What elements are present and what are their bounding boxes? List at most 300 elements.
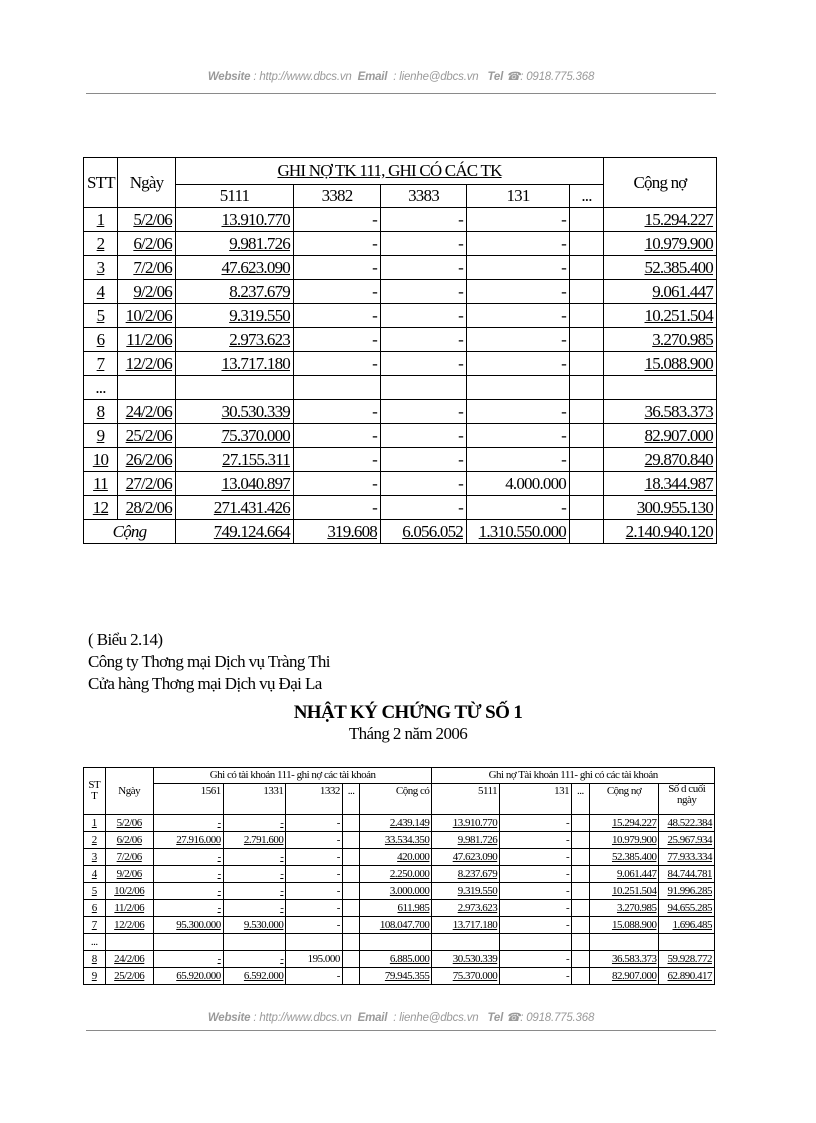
tel-label: Tel xyxy=(487,71,504,83)
email-label: Email xyxy=(357,1012,388,1024)
table-row xyxy=(84,232,717,256)
cell-stt: 7 xyxy=(84,352,118,376)
cell-a5111: 47.623.090 xyxy=(176,256,294,280)
cell-date: 25/2/06 xyxy=(105,968,153,985)
cell-c1332: - xyxy=(286,917,343,934)
cell-dx xyxy=(572,815,589,832)
cell-total: 15.294.227 xyxy=(604,208,717,232)
cell-total: 15.088.900 xyxy=(604,352,717,376)
cell-other xyxy=(570,448,604,472)
cell-stt: 3 xyxy=(84,849,106,866)
cell-c1332: - xyxy=(286,883,343,900)
cell-c1561: 95.300.000 xyxy=(153,917,223,934)
cell-d131 xyxy=(500,934,572,951)
cell-d131: - xyxy=(500,849,572,866)
cell-other xyxy=(570,232,604,256)
cell-cx xyxy=(342,934,359,951)
cell-other xyxy=(570,424,604,448)
company-name: Công ty Thơng mại Dịch vụ Tràng Thi xyxy=(88,652,330,671)
cell-dx xyxy=(572,951,589,968)
cell-c1561: - xyxy=(153,849,223,866)
cell-cx xyxy=(342,815,359,832)
cell-total: 18.344.987 xyxy=(604,472,717,496)
col-debit-total: Cộng nợ xyxy=(589,784,659,815)
cell-cx xyxy=(342,900,359,917)
col-account: 3383 xyxy=(381,185,467,208)
cell-bal: 48.522.384 xyxy=(659,815,715,832)
cell-c1332: - xyxy=(286,832,343,849)
cell-a131: 4.000.000 xyxy=(467,472,570,496)
table-row xyxy=(84,304,717,328)
table-row xyxy=(84,280,717,304)
cell-a3383: - xyxy=(381,424,467,448)
cell-c1332: - xyxy=(286,866,343,883)
cell-stt: 1 xyxy=(84,208,118,232)
cell-c1331: - xyxy=(223,849,286,866)
table-row xyxy=(84,472,717,496)
table-row xyxy=(84,376,717,400)
cell-stt: 11 xyxy=(84,472,118,496)
cell-dx xyxy=(572,900,589,917)
cell-stt: 4 xyxy=(84,280,118,304)
cell-a3382: - xyxy=(294,448,381,472)
company-info xyxy=(88,629,330,695)
cell-c1561: 27.916.000 xyxy=(153,832,223,849)
cell-a3382: - xyxy=(294,400,381,424)
cell-ctot: 6.885.000 xyxy=(360,951,432,968)
cell-a3383: - xyxy=(381,232,467,256)
cell-c1561: - xyxy=(153,883,223,900)
cell-stt: 3 xyxy=(84,256,118,280)
cell-dx xyxy=(572,866,589,883)
cell-ctot: 2.250.000 xyxy=(360,866,432,883)
email-value[interactable]: : lienhe@dbcs.vn xyxy=(393,71,479,83)
col-credit-account: 1331 xyxy=(223,784,286,815)
cell-c1561 xyxy=(153,934,223,951)
cell-a5111: 9.319.550 xyxy=(176,304,294,328)
cell-a5111: 13.717.180 xyxy=(176,352,294,376)
cell-stt: 2 xyxy=(84,832,106,849)
table-row xyxy=(84,866,715,883)
cell-dtot: 10.979.900 xyxy=(589,832,659,849)
cell-c1561: 65.920.000 xyxy=(153,968,223,985)
table-row xyxy=(84,849,715,866)
cell-a3382: - xyxy=(294,328,381,352)
ledger-table xyxy=(83,157,717,544)
table-row xyxy=(84,951,715,968)
group-credit: Ghi có tài khoản 111- ghi nợ các tài khoản xyxy=(153,768,432,784)
col-account: 131 xyxy=(467,185,570,208)
cell-date: 25/2/06 xyxy=(118,424,176,448)
cell-d5111: 30.530.339 xyxy=(432,951,500,968)
cell-a3383: - xyxy=(381,304,467,328)
cell-d131: - xyxy=(500,917,572,934)
cell-a131: - xyxy=(467,448,570,472)
cell-stt: 8 xyxy=(84,951,106,968)
cell-c1332: - xyxy=(286,900,343,917)
tel-value: ☎: 0918.775.368 xyxy=(506,71,595,83)
cell-dtot: 52.385.400 xyxy=(589,849,659,866)
footer-divider xyxy=(86,1030,716,1031)
col-account: ... xyxy=(570,185,604,208)
cell-d5111: 2.973.623 xyxy=(432,900,500,917)
email-value[interactable]: : lienhe@dbcs.vn xyxy=(393,1012,479,1024)
col-account: 5111 xyxy=(176,185,294,208)
table-row xyxy=(84,208,717,232)
col-stt: STT xyxy=(84,158,118,208)
footer-cell: 1.310.550.000 xyxy=(467,520,570,544)
cell-a5111: 271.431.426 xyxy=(176,496,294,520)
cell-d131: - xyxy=(500,883,572,900)
cell-a3382: - xyxy=(294,496,381,520)
footer-cell: 319.608 xyxy=(294,520,381,544)
cell-bal: 94.655.285 xyxy=(659,900,715,917)
cell-a5111: 30.530.339 xyxy=(176,400,294,424)
cell-a131: - xyxy=(467,232,570,256)
col-credit-account: 1561 xyxy=(153,784,223,815)
col-account: 3382 xyxy=(294,185,381,208)
cell-a131: - xyxy=(467,352,570,376)
col-credit-total: Cộng có xyxy=(360,784,432,815)
cell-d5111: 47.623.090 xyxy=(432,849,500,866)
col-debit-account: ... xyxy=(572,784,589,815)
cell-stt: 7 xyxy=(84,917,106,934)
cell-cx xyxy=(342,866,359,883)
cell-dx xyxy=(572,832,589,849)
cell-ctot: 108.047.700 xyxy=(360,917,432,934)
group-header: GHI NỢ TK 111, GHI CÓ CÁC TK xyxy=(176,158,604,185)
col-total: Cộng nợ xyxy=(604,158,717,208)
table-row xyxy=(84,934,715,951)
cell-total: 10.251.504 xyxy=(604,304,717,328)
cell-stt: 10 xyxy=(84,448,118,472)
cell-stt: 8 xyxy=(84,400,118,424)
cell-date: 24/2/06 xyxy=(118,400,176,424)
cell-date: 5/2/06 xyxy=(105,815,153,832)
cell-c1561: - xyxy=(153,951,223,968)
cell-a5111 xyxy=(176,376,294,400)
cell-dtot: 15.294.227 xyxy=(589,815,659,832)
cell-a131: - xyxy=(467,400,570,424)
website-label: Website xyxy=(207,71,251,83)
cell-a3383 xyxy=(381,376,467,400)
cell-ctot: 33.534.350 xyxy=(360,832,432,849)
cell-d5111: 75.370.000 xyxy=(432,968,500,985)
cell-d131: - xyxy=(500,951,572,968)
cell-a5111: 9.981.726 xyxy=(176,232,294,256)
cell-date: 9/2/06 xyxy=(118,280,176,304)
cell-bal: 1.696.485 xyxy=(659,917,715,934)
cell-other xyxy=(570,280,604,304)
cell-ctot: 2.439.149 xyxy=(360,815,432,832)
cell-c1331: 9.530.000 xyxy=(223,917,286,934)
cell-a3382: - xyxy=(294,208,381,232)
cell-c1331: - xyxy=(223,883,286,900)
table-row xyxy=(84,917,715,934)
cell-other xyxy=(570,352,604,376)
cell-bal: 91.996.285 xyxy=(659,883,715,900)
footer-cell xyxy=(570,520,604,544)
col-credit-account: 1332 xyxy=(286,784,343,815)
cell-a3383: - xyxy=(381,208,467,232)
cell-a131: - xyxy=(467,280,570,304)
cell-d5111: 8.237.679 xyxy=(432,866,500,883)
cell-other xyxy=(570,256,604,280)
cell-c1332: - xyxy=(286,815,343,832)
cell-c1332 xyxy=(286,934,343,951)
cell-c1331: - xyxy=(223,900,286,917)
cell-a131: - xyxy=(467,208,570,232)
cell-bal: 59.928.772 xyxy=(659,951,715,968)
cell-date: 6/2/06 xyxy=(105,832,153,849)
cell-other xyxy=(570,400,604,424)
cell-d5111: 13.717.180 xyxy=(432,917,500,934)
col-date: Ngày xyxy=(105,768,153,815)
cell-bal: 62.890.417 xyxy=(659,968,715,985)
cell-a3382: - xyxy=(294,472,381,496)
cell-c1561: - xyxy=(153,866,223,883)
footer-cell: 2.140.940.120 xyxy=(604,520,717,544)
cell-dx xyxy=(572,917,589,934)
cell-dtot: 82.907.000 xyxy=(589,968,659,985)
cell-c1332: 195.000 xyxy=(286,951,343,968)
table-row xyxy=(84,883,715,900)
cell-date: 11/2/06 xyxy=(105,900,153,917)
cell-other xyxy=(570,376,604,400)
cell-a5111: 8.237.679 xyxy=(176,280,294,304)
cell-stt: 12 xyxy=(84,496,118,520)
cell-a3383: - xyxy=(381,352,467,376)
website-url[interactable]: : http://www.dbcs.vn xyxy=(253,1012,352,1024)
col-debit-account: 5111 xyxy=(432,784,500,815)
cell-total xyxy=(604,376,717,400)
cell-dtot: 3.270.985 xyxy=(589,900,659,917)
cell-date: 9/2/06 xyxy=(105,866,153,883)
cell-stt: 5 xyxy=(84,883,106,900)
col-credit-account: ... xyxy=(342,784,359,815)
cell-other xyxy=(570,304,604,328)
cell-date xyxy=(118,376,176,400)
cell-dtot xyxy=(589,934,659,951)
cell-a5111: 13.040.897 xyxy=(176,472,294,496)
cell-c1331: - xyxy=(223,866,286,883)
table-row xyxy=(84,815,715,832)
cell-date: 12/2/06 xyxy=(118,352,176,376)
cell-stt: 6 xyxy=(84,328,118,352)
table-row xyxy=(84,352,717,376)
table-row xyxy=(84,424,717,448)
col-date: Ngày xyxy=(118,158,176,208)
cell-date: 12/2/06 xyxy=(105,917,153,934)
cell-other xyxy=(570,496,604,520)
cell-cx xyxy=(342,849,359,866)
page-subtitle: Tháng 2 năm 2006 xyxy=(348,724,468,743)
page-title: NHẬT KÝ CHỨNG TỪ SỐ 1 xyxy=(293,702,523,723)
cell-ctot xyxy=(360,934,432,951)
cell-a3382: - xyxy=(294,280,381,304)
cell-d131: - xyxy=(500,900,572,917)
cell-stt: ... xyxy=(84,934,106,951)
table-row xyxy=(84,400,717,424)
cell-a5111: 2.973.623 xyxy=(176,328,294,352)
tel-value: ☎: 0918.775.368 xyxy=(506,1012,595,1024)
cell-a3383: - xyxy=(381,400,467,424)
email-label: Email xyxy=(357,71,388,83)
cell-bal xyxy=(659,934,715,951)
cell-a5111: 27.155.311 xyxy=(176,448,294,472)
cell-a3382: - xyxy=(294,232,381,256)
cell-a5111: 75.370.000 xyxy=(176,424,294,448)
cell-other xyxy=(570,472,604,496)
cell-date: 6/2/06 xyxy=(118,232,176,256)
cell-cx xyxy=(342,951,359,968)
cell-a131: - xyxy=(467,256,570,280)
col-debit-account: 131 xyxy=(500,784,572,815)
cell-date: 24/2/06 xyxy=(105,951,153,968)
table-row xyxy=(84,256,717,280)
cell-dtot: 9.061.447 xyxy=(589,866,659,883)
journal-table xyxy=(83,767,715,985)
cell-date: 28/2/06 xyxy=(118,496,176,520)
cell-c1331 xyxy=(223,934,286,951)
cell-cx xyxy=(342,832,359,849)
cell-d5111: 9.319.550 xyxy=(432,883,500,900)
footer-label: Cộng xyxy=(84,520,176,544)
cell-total: 300.955.130 xyxy=(604,496,717,520)
cell-a3383: - xyxy=(381,280,467,304)
table-row xyxy=(84,448,717,472)
cell-a131 xyxy=(467,376,570,400)
footer-cell: 6.056.052 xyxy=(381,520,467,544)
cell-ctot: 3.000.000 xyxy=(360,883,432,900)
cell-a131: - xyxy=(467,304,570,328)
footer-cell: 749.124.664 xyxy=(176,520,294,544)
cell-dtot: 15.088.900 xyxy=(589,917,659,934)
cell-date: 27/2/06 xyxy=(118,472,176,496)
cell-date: 7/2/06 xyxy=(118,256,176,280)
cell-a5111: 13.910.770 xyxy=(176,208,294,232)
cell-dtot: 10.251.504 xyxy=(589,883,659,900)
website-label: Website xyxy=(207,1012,251,1024)
cell-a3383: - xyxy=(381,448,467,472)
cell-a3382 xyxy=(294,376,381,400)
cell-a3383: - xyxy=(381,256,467,280)
cell-d131: - xyxy=(500,866,572,883)
cell-cx xyxy=(342,968,359,985)
cell-dtot: 36.583.373 xyxy=(589,951,659,968)
cell-date: 10/2/06 xyxy=(118,304,176,328)
cell-d5111: 9.981.726 xyxy=(432,832,500,849)
cell-stt: 1 xyxy=(84,815,106,832)
cell-dx xyxy=(572,883,589,900)
cell-stt: 4 xyxy=(84,866,106,883)
cell-bal: 84.744.781 xyxy=(659,866,715,883)
cell-a3383: - xyxy=(381,496,467,520)
page-footer xyxy=(86,1010,716,1024)
col-stt: ST T xyxy=(84,768,106,815)
cell-c1332: - xyxy=(286,968,343,985)
cell-d131: - xyxy=(500,968,572,985)
page-header xyxy=(86,69,716,83)
table-row xyxy=(84,900,715,917)
cell-c1331: - xyxy=(223,951,286,968)
cell-stt: ... xyxy=(84,376,118,400)
cell-d5111 xyxy=(432,934,500,951)
table-row xyxy=(84,496,717,520)
cell-d131: - xyxy=(500,815,572,832)
cell-total: 9.061.447 xyxy=(604,280,717,304)
cell-c1561: - xyxy=(153,815,223,832)
cell-cx xyxy=(342,917,359,934)
cell-a131: - xyxy=(467,424,570,448)
cell-c1331: 6.592.000 xyxy=(223,968,286,985)
cell-d5111: 13.910.770 xyxy=(432,815,500,832)
cell-other xyxy=(570,208,604,232)
cell-date: 11/2/06 xyxy=(118,328,176,352)
cell-d131: - xyxy=(500,832,572,849)
cell-ctot: 79.945.355 xyxy=(360,968,432,985)
cell-date: 5/2/06 xyxy=(118,208,176,232)
cell-stt: 6 xyxy=(84,900,106,917)
cell-other xyxy=(570,328,604,352)
col-balance: Số d cuối ngày xyxy=(659,784,715,815)
website-url[interactable]: : http://www.dbcs.vn xyxy=(253,71,352,83)
cell-c1331: - xyxy=(223,815,286,832)
cell-stt: 9 xyxy=(84,424,118,448)
cell-a3382: - xyxy=(294,424,381,448)
group-debit: Ghi nợ Tài khoản 111- ghi có các tài khoản xyxy=(432,768,715,784)
cell-ctot: 420.000 xyxy=(360,849,432,866)
cell-stt: 2 xyxy=(84,232,118,256)
cell-a131: - xyxy=(467,496,570,520)
cell-total: 10.979.900 xyxy=(604,232,717,256)
cell-total: 3.270.985 xyxy=(604,328,717,352)
cell-ctot: 611.985 xyxy=(360,900,432,917)
cell-c1561: - xyxy=(153,900,223,917)
cell-bal: 77.933.334 xyxy=(659,849,715,866)
cell-total: 52.385.400 xyxy=(604,256,717,280)
cell-date: 26/2/06 xyxy=(118,448,176,472)
table-row xyxy=(84,832,715,849)
cell-a3382: - xyxy=(294,352,381,376)
cell-stt: 5 xyxy=(84,304,118,328)
cell-a3382: - xyxy=(294,256,381,280)
tel-label: Tel xyxy=(487,1012,504,1024)
cell-stt: 9 xyxy=(84,968,106,985)
store-name: Cửa hàng Thơng mại Dịch vụ Đại La xyxy=(88,674,322,693)
cell-date: 10/2/06 xyxy=(105,883,153,900)
cell-date: 7/2/06 xyxy=(105,849,153,866)
form-number: ( Biểu 2.14) xyxy=(88,630,163,649)
cell-c1331: 2.791.600 xyxy=(223,832,286,849)
header-divider xyxy=(86,93,716,94)
cell-total: 36.583.373 xyxy=(604,400,717,424)
cell-a131: - xyxy=(467,328,570,352)
cell-dx xyxy=(572,934,589,951)
cell-date xyxy=(105,934,153,951)
cell-total: 82.907.000 xyxy=(604,424,717,448)
table-row xyxy=(84,968,715,985)
cell-bal: 25.967.934 xyxy=(659,832,715,849)
cell-a3383: - xyxy=(381,472,467,496)
table-row xyxy=(84,328,717,352)
cell-c1332: - xyxy=(286,849,343,866)
cell-total: 29.870.840 xyxy=(604,448,717,472)
cell-dx xyxy=(572,968,589,985)
cell-a3382: - xyxy=(294,304,381,328)
cell-dx xyxy=(572,849,589,866)
cell-cx xyxy=(342,883,359,900)
